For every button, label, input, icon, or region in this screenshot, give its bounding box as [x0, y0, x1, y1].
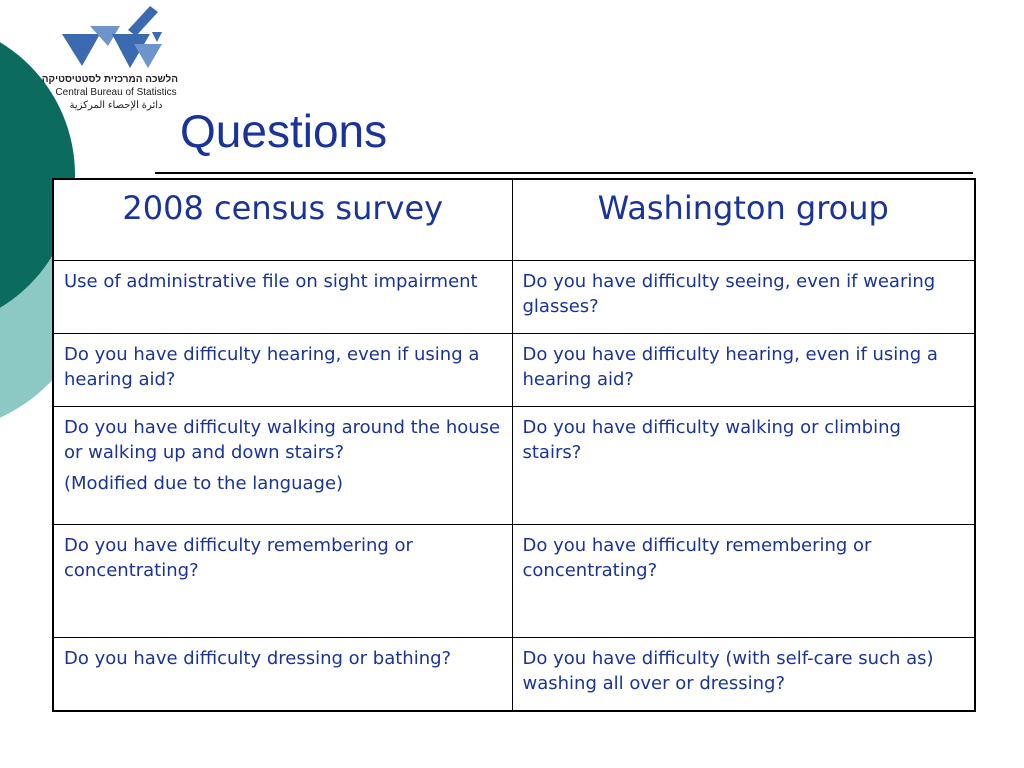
washington-question: Do you have difficulty seeing, even if wearing glasses? — [512, 261, 975, 334]
census-question-cell — [53, 407, 512, 525]
census-question: Do you have difficulty hearing, even if using a hearing aid? — [53, 334, 512, 407]
logo-arabic-text: دائرة الإحصاء المركزية — [69, 100, 163, 111]
washington-question: Do you have difficulty walking or climbing stairs? — [512, 407, 975, 525]
census-question-note: (Modified due to the language) — [64, 473, 344, 494]
census-question: Do you have difficulty walking around the house or walking up and down stairs? — [64, 417, 501, 463]
logo-english-text: Central Bureau of Statistics — [55, 87, 177, 98]
header-census-survey: 2008 census survey — [53, 179, 512, 261]
table-row — [53, 334, 975, 407]
table-row — [53, 525, 975, 638]
washington-question: Do you have difficulty hearing, even if using a hearing aid? — [512, 334, 975, 407]
table-row — [53, 407, 975, 525]
questions-table — [52, 178, 976, 712]
washington-question: Do you have difficulty (with self-care such as) washing all over or dressing? — [512, 638, 975, 712]
header-washington-group: Washington group — [512, 179, 975, 261]
slide-title: Questions — [180, 105, 388, 157]
title-underline — [155, 172, 973, 174]
census-question: Do you have difficulty remembering or concentrating? — [53, 525, 512, 638]
census-question: Do you have difficulty dressing or bathing? — [53, 638, 512, 712]
table-row — [53, 638, 975, 712]
table-row — [53, 261, 975, 334]
table-header-row — [53, 179, 975, 261]
washington-question: Do you have difficulty remembering or concentrating? — [512, 525, 975, 638]
logo-hebrew-text: הלשכה המרכזית לסטטיסטיקה — [41, 74, 178, 85]
census-question: Use of administrative file on sight impairment — [53, 261, 512, 334]
